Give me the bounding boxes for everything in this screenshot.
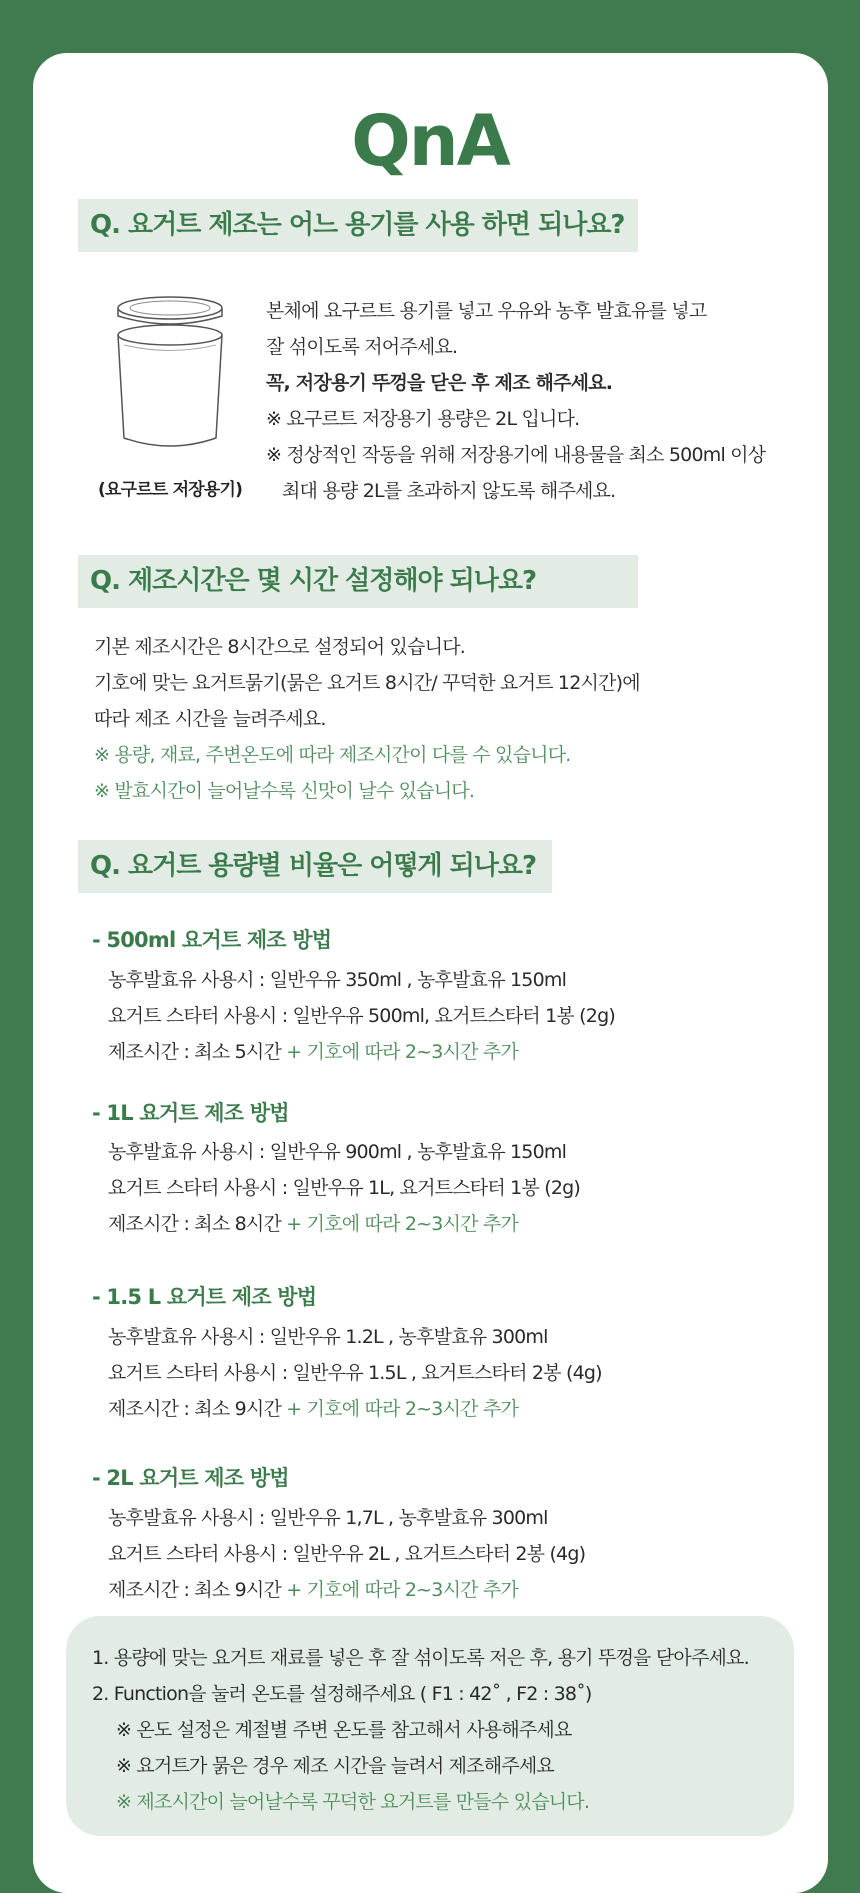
method-title: - 500ml 요거트 제조 방법 xyxy=(92,928,332,952)
question-heading-ratio: Q. 요거트 용량별 비율은 어떻게 되나요? xyxy=(78,840,552,893)
tip-line: ※ 요거트가 묽은 경우 제조 시간을 늘려서 제조해주세요 xyxy=(116,1755,554,1777)
tip-line: 1. 용량에 맞는 요거트 재료를 넣은 후 잘 섞이도록 저은 후, 용기 뚜껑을 닫아주세요. xyxy=(92,1647,749,1669)
container-caption: (요구르트 저장용기) xyxy=(98,480,243,500)
question-heading-container: Q. 요거트 제조는 어느 용기를 사용 하면 되나요? xyxy=(78,199,638,252)
method-time xyxy=(108,1209,518,1236)
method-starter: 요거트 스타터 사용시 : 일반우유 1.5L , 요거트스타터 2봉 (4g) xyxy=(108,1362,602,1384)
tip-line: ※ 제조시간이 늘어날수록 꾸덕한 요거트를 만들수 있습니다. xyxy=(116,1791,590,1813)
page-title: QnA xyxy=(351,100,509,182)
method-starter: 요거트 스타터 사용시 : 일반우유 2L , 요거트스타터 2봉 (4g) xyxy=(108,1543,586,1565)
method-time xyxy=(108,1394,518,1421)
method-title: - 2L 요거트 제조 방법 xyxy=(92,1466,289,1490)
method-fermented: 농후발효유 사용시 : 일반우유 1.2L , 농후발효유 300ml xyxy=(108,1326,548,1348)
method-time-base: 제조시간 : 최소 9시간 xyxy=(108,1579,282,1601)
yogurt-container-illustration xyxy=(110,290,230,460)
method-time-extra: + 기호에 따라 2~3시간 추가 xyxy=(281,1579,519,1601)
q2-line: 기호에 맞는 요거트묽기(묽은 요거트 8시간/ 꾸덕한 요거트 12시간)에 xyxy=(94,672,640,694)
method-time-extra: + 기호에 따라 2~3시간 추가 xyxy=(281,1398,519,1420)
method-time-base: 제조시간 : 최소 8시간 xyxy=(108,1213,282,1235)
q2-line: 기본 제조시간은 8시간으로 설정되어 있습니다. xyxy=(94,636,466,658)
q2-note: ※ 용량, 재료, 주변온도에 따라 제조시간이 다를 수 있습니다. xyxy=(94,744,571,766)
method-starter: 요거트 스타터 사용시 : 일반우유 1L, 요거트스타터 1봉 (2g) xyxy=(108,1177,580,1199)
method-time xyxy=(108,1037,518,1064)
q1-line: ※ 요구르트 저장용기 용량은 2L 입니다. xyxy=(266,408,580,430)
method-time xyxy=(108,1575,518,1602)
q2-note: ※ 발효시간이 늘어날수록 신맛이 날수 있습니다. xyxy=(94,780,475,802)
method-fermented: 농후발효유 사용시 : 일반우유 350ml , 농후발효유 150ml xyxy=(108,969,567,991)
method-starter: 요거트 스타터 사용시 : 일반우유 500ml, 요거트스타터 1봉 (2g) xyxy=(108,1005,615,1027)
q1-line: 본체에 요구르트 용기를 넣고 우유와 농후 발효유를 넣고 xyxy=(266,300,707,322)
tip-line: ※ 온도 설정은 계절별 주변 온도를 참고해서 사용해주세요 xyxy=(116,1719,572,1741)
q2-line: 따라 제조 시간을 늘려주세요. xyxy=(94,708,326,730)
method-title: - 1.5 L 요거트 제조 방법 xyxy=(92,1285,317,1309)
question-heading-time: Q. 제조시간은 몇 시간 설정해야 되나요? xyxy=(78,555,638,608)
method-title: - 1L 요거트 제조 방법 xyxy=(92,1101,289,1125)
method-time-base: 제조시간 : 최소 5시간 xyxy=(108,1041,282,1063)
q1-line: 최대 용량 2L를 초과하지 않도록 해주세요. xyxy=(282,480,616,502)
method-time-extra: + 기호에 따라 2~3시간 추가 xyxy=(281,1213,519,1235)
method-fermented: 농후발효유 사용시 : 일반우유 1,7L , 농후발효유 300ml xyxy=(108,1507,548,1529)
q1-line: 잘 섞이도록 저어주세요. xyxy=(266,336,458,358)
method-time-extra: + 기호에 따라 2~3시간 추가 xyxy=(281,1041,519,1063)
method-fermented: 농후발효유 사용시 : 일반우유 900ml , 농후발효유 150ml xyxy=(108,1141,567,1163)
tip-line: 2. Function을 눌러 온도를 설정해주세요 ( F1 : 42˚ , F2 : 38˚) xyxy=(92,1683,592,1705)
method-time-base: 제조시간 : 최소 9시간 xyxy=(108,1398,282,1420)
q1-line-emphasis: 꼭, 저장용기 뚜껑을 닫은 후 제조 해주세요. xyxy=(266,372,613,394)
q1-line: ※ 정상적인 작동을 위해 저장용기에 내용물을 최소 500ml 이상 xyxy=(266,444,766,466)
